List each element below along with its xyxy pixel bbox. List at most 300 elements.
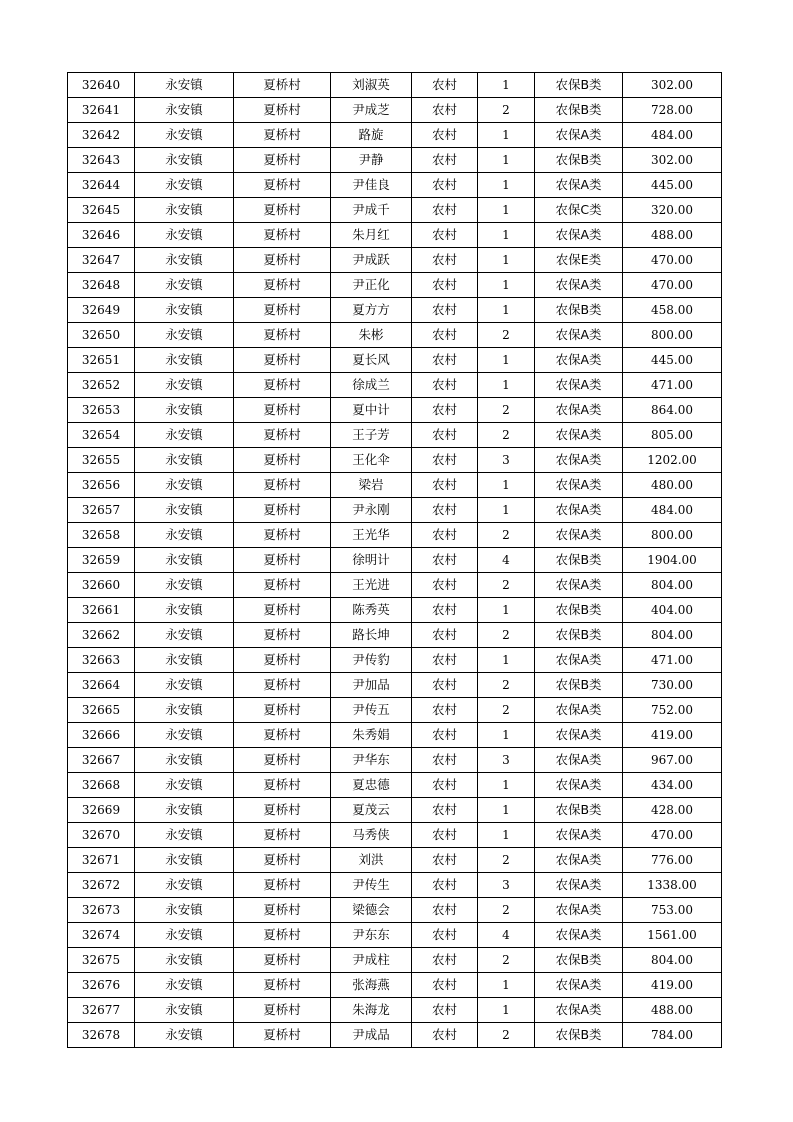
cell-amount: 784.00 — [623, 1023, 722, 1048]
table-row — [68, 298, 722, 323]
cell-insurance-category: 农保A类 — [535, 848, 623, 873]
table-row — [68, 798, 722, 823]
table-row — [68, 348, 722, 373]
cell-household-count: 2 — [478, 398, 535, 423]
cell-village: 夏桥村 — [234, 73, 331, 98]
table-row — [68, 573, 722, 598]
cell-village: 夏桥村 — [234, 898, 331, 923]
cell-name: 刘洪 — [331, 848, 412, 873]
cell-name: 尹东东 — [331, 923, 412, 948]
cell-name: 朱月红 — [331, 223, 412, 248]
cell-village: 夏桥村 — [234, 948, 331, 973]
cell-insurance-category: 农保B类 — [535, 98, 623, 123]
table-body — [68, 73, 722, 1048]
cell-area-type: 农村 — [412, 548, 478, 573]
table-row — [68, 448, 722, 473]
cell-household-count: 3 — [478, 748, 535, 773]
cell-name: 朱彬 — [331, 323, 412, 348]
cell-village: 夏桥村 — [234, 148, 331, 173]
table-row — [68, 1023, 722, 1048]
cell-insurance-category: 农保B类 — [535, 798, 623, 823]
cell-row-id: 32655 — [68, 448, 135, 473]
cell-village: 夏桥村 — [234, 273, 331, 298]
cell-name: 尹静 — [331, 148, 412, 173]
cell-insurance-category: 农保A类 — [535, 523, 623, 548]
cell-village: 夏桥村 — [234, 523, 331, 548]
cell-insurance-category: 农保A类 — [535, 773, 623, 798]
cell-village: 夏桥村 — [234, 448, 331, 473]
cell-household-count: 1 — [478, 298, 535, 323]
cell-area-type: 农村 — [412, 523, 478, 548]
cell-village: 夏桥村 — [234, 498, 331, 523]
cell-amount: 445.00 — [623, 173, 722, 198]
cell-household-count: 2 — [478, 523, 535, 548]
cell-insurance-category: 农保A类 — [535, 473, 623, 498]
cell-insurance-category: 农保A类 — [535, 823, 623, 848]
cell-row-id: 32674 — [68, 923, 135, 948]
cell-name: 夏茂云 — [331, 798, 412, 823]
cell-insurance-category: 农保B类 — [535, 298, 623, 323]
cell-row-id: 32666 — [68, 723, 135, 748]
cell-insurance-category: 农保B类 — [535, 948, 623, 973]
cell-row-id: 32677 — [68, 998, 135, 1023]
cell-area-type: 农村 — [412, 998, 478, 1023]
cell-name: 尹成品 — [331, 1023, 412, 1048]
cell-area-type: 农村 — [412, 623, 478, 648]
cell-insurance-category: 农保B类 — [535, 548, 623, 573]
cell-household-count: 1 — [478, 73, 535, 98]
cell-insurance-category: 农保A类 — [535, 923, 623, 948]
cell-area-type: 农村 — [412, 573, 478, 598]
table-row — [68, 898, 722, 923]
cell-town: 永安镇 — [135, 148, 234, 173]
cell-insurance-category: 农保A类 — [535, 448, 623, 473]
table-row — [68, 248, 722, 273]
cell-amount: 445.00 — [623, 348, 722, 373]
cell-area-type: 农村 — [412, 173, 478, 198]
table-row — [68, 423, 722, 448]
cell-village: 夏桥村 — [234, 173, 331, 198]
cell-insurance-category: 农保A类 — [535, 323, 623, 348]
cell-row-id: 32642 — [68, 123, 135, 148]
cell-household-count: 1 — [478, 173, 535, 198]
table-row — [68, 323, 722, 348]
cell-village: 夏桥村 — [234, 798, 331, 823]
cell-town: 永安镇 — [135, 723, 234, 748]
cell-amount: 484.00 — [623, 498, 722, 523]
cell-village: 夏桥村 — [234, 673, 331, 698]
cell-row-id: 32652 — [68, 373, 135, 398]
table-row — [68, 948, 722, 973]
cell-amount: 804.00 — [623, 573, 722, 598]
cell-area-type: 农村 — [412, 948, 478, 973]
cell-household-count: 1 — [478, 723, 535, 748]
cell-amount: 302.00 — [623, 73, 722, 98]
cell-town: 永安镇 — [135, 873, 234, 898]
cell-area-type: 农村 — [412, 973, 478, 998]
cell-household-count: 2 — [478, 323, 535, 348]
cell-area-type: 农村 — [412, 748, 478, 773]
cell-town: 永安镇 — [135, 98, 234, 123]
cell-row-id: 32651 — [68, 348, 135, 373]
cell-town: 永安镇 — [135, 248, 234, 273]
cell-insurance-category: 农保A类 — [535, 398, 623, 423]
cell-household-count: 2 — [478, 573, 535, 598]
cell-name: 夏中计 — [331, 398, 412, 423]
cell-name: 夏忠德 — [331, 773, 412, 798]
cell-household-count: 1 — [478, 598, 535, 623]
cell-household-count: 2 — [478, 623, 535, 648]
cell-row-id: 32673 — [68, 898, 135, 923]
cell-name: 尹成芝 — [331, 98, 412, 123]
cell-town: 永安镇 — [135, 373, 234, 398]
cell-insurance-category: 农保A类 — [535, 873, 623, 898]
cell-town: 永安镇 — [135, 1023, 234, 1048]
cell-area-type: 农村 — [412, 448, 478, 473]
table-row — [68, 748, 722, 773]
cell-amount: 1202.00 — [623, 448, 722, 473]
cell-amount: 302.00 — [623, 148, 722, 173]
cell-name: 陈秀英 — [331, 598, 412, 623]
cell-household-count: 1 — [478, 198, 535, 223]
cell-name: 刘淑英 — [331, 73, 412, 98]
cell-area-type: 农村 — [412, 298, 478, 323]
cell-area-type: 农村 — [412, 198, 478, 223]
table-row — [68, 223, 722, 248]
cell-area-type: 农村 — [412, 723, 478, 748]
cell-area-type: 农村 — [412, 1023, 478, 1048]
cell-row-id: 32650 — [68, 323, 135, 348]
cell-area-type: 农村 — [412, 348, 478, 373]
cell-name: 路长坤 — [331, 623, 412, 648]
cell-area-type: 农村 — [412, 923, 478, 948]
cell-row-id: 32645 — [68, 198, 135, 223]
cell-village: 夏桥村 — [234, 823, 331, 848]
cell-insurance-category: 农保A类 — [535, 648, 623, 673]
table-row — [68, 398, 722, 423]
cell-area-type: 农村 — [412, 673, 478, 698]
cell-household-count: 1 — [478, 248, 535, 273]
cell-town: 永安镇 — [135, 573, 234, 598]
cell-town: 永安镇 — [135, 323, 234, 348]
cell-household-count: 2 — [478, 423, 535, 448]
cell-amount: 728.00 — [623, 98, 722, 123]
cell-amount: 967.00 — [623, 748, 722, 773]
table-row — [68, 998, 722, 1023]
data-table — [67, 72, 722, 1048]
table-row — [68, 598, 722, 623]
table-row — [68, 848, 722, 873]
table-row — [68, 148, 722, 173]
cell-row-id: 32641 — [68, 98, 135, 123]
cell-village: 夏桥村 — [234, 198, 331, 223]
cell-amount: 404.00 — [623, 598, 722, 623]
cell-row-id: 32643 — [68, 148, 135, 173]
cell-village: 夏桥村 — [234, 123, 331, 148]
cell-insurance-category: 农保B类 — [535, 623, 623, 648]
cell-amount: 434.00 — [623, 773, 722, 798]
table-row — [68, 173, 722, 198]
cell-name: 王光进 — [331, 573, 412, 598]
cell-town: 永安镇 — [135, 598, 234, 623]
cell-town: 永安镇 — [135, 548, 234, 573]
table-row — [68, 73, 722, 98]
cell-household-count: 2 — [478, 673, 535, 698]
cell-household-count: 2 — [478, 898, 535, 923]
cell-household-count: 3 — [478, 448, 535, 473]
cell-insurance-category: 农保A类 — [535, 223, 623, 248]
cell-village: 夏桥村 — [234, 573, 331, 598]
cell-insurance-category: 农保A类 — [535, 373, 623, 398]
cell-name: 尹传五 — [331, 698, 412, 723]
cell-name: 朱海龙 — [331, 998, 412, 1023]
cell-household-count: 2 — [478, 948, 535, 973]
cell-name: 路旋 — [331, 123, 412, 148]
cell-area-type: 农村 — [412, 873, 478, 898]
cell-town: 永安镇 — [135, 198, 234, 223]
cell-village: 夏桥村 — [234, 323, 331, 348]
cell-village: 夏桥村 — [234, 623, 331, 648]
cell-insurance-category: 农保C类 — [535, 198, 623, 223]
cell-area-type: 农村 — [412, 123, 478, 148]
cell-name: 尹成跃 — [331, 248, 412, 273]
cell-row-id: 32656 — [68, 473, 135, 498]
cell-amount: 800.00 — [623, 323, 722, 348]
cell-row-id: 32663 — [68, 648, 135, 673]
table-row — [68, 98, 722, 123]
cell-name: 尹成千 — [331, 198, 412, 223]
cell-town: 永安镇 — [135, 73, 234, 98]
cell-amount: 470.00 — [623, 823, 722, 848]
cell-area-type: 农村 — [412, 98, 478, 123]
table-row — [68, 648, 722, 673]
cell-amount: 730.00 — [623, 673, 722, 698]
cell-name: 尹华东 — [331, 748, 412, 773]
cell-row-id: 32670 — [68, 823, 135, 848]
cell-name: 尹正化 — [331, 273, 412, 298]
cell-household-count: 1 — [478, 123, 535, 148]
cell-village: 夏桥村 — [234, 473, 331, 498]
cell-household-count: 2 — [478, 1023, 535, 1048]
cell-household-count: 1 — [478, 273, 535, 298]
cell-name: 梁岩 — [331, 473, 412, 498]
cell-area-type: 农村 — [412, 798, 478, 823]
cell-name: 张海燕 — [331, 973, 412, 998]
cell-village: 夏桥村 — [234, 423, 331, 448]
cell-row-id: 32675 — [68, 948, 135, 973]
cell-row-id: 32667 — [68, 748, 135, 773]
cell-row-id: 32658 — [68, 523, 135, 548]
table-row — [68, 623, 722, 648]
cell-household-count: 1 — [478, 348, 535, 373]
cell-name: 尹传豹 — [331, 648, 412, 673]
table-row — [68, 673, 722, 698]
cell-town: 永安镇 — [135, 998, 234, 1023]
cell-household-count: 1 — [478, 148, 535, 173]
cell-row-id: 32644 — [68, 173, 135, 198]
cell-town: 永安镇 — [135, 973, 234, 998]
cell-amount: 488.00 — [623, 998, 722, 1023]
cell-village: 夏桥村 — [234, 248, 331, 273]
cell-row-id: 32654 — [68, 423, 135, 448]
cell-name: 尹永刚 — [331, 498, 412, 523]
cell-town: 永安镇 — [135, 673, 234, 698]
cell-amount: 776.00 — [623, 848, 722, 873]
cell-amount: 419.00 — [623, 973, 722, 998]
cell-village: 夏桥村 — [234, 223, 331, 248]
cell-amount: 470.00 — [623, 248, 722, 273]
table-row — [68, 773, 722, 798]
cell-row-id: 32660 — [68, 573, 135, 598]
cell-village: 夏桥村 — [234, 1023, 331, 1048]
cell-name: 尹成柱 — [331, 948, 412, 973]
cell-town: 永安镇 — [135, 648, 234, 673]
cell-row-id: 32661 — [68, 598, 135, 623]
cell-village: 夏桥村 — [234, 973, 331, 998]
cell-amount: 488.00 — [623, 223, 722, 248]
cell-town: 永安镇 — [135, 473, 234, 498]
cell-amount: 480.00 — [623, 473, 722, 498]
cell-village: 夏桥村 — [234, 648, 331, 673]
cell-row-id: 32676 — [68, 973, 135, 998]
cell-insurance-category: 农保A类 — [535, 123, 623, 148]
cell-town: 永安镇 — [135, 623, 234, 648]
table-row — [68, 498, 722, 523]
table-row — [68, 973, 722, 998]
cell-row-id: 32672 — [68, 873, 135, 898]
cell-insurance-category: 农保A类 — [535, 898, 623, 923]
cell-household-count: 3 — [478, 873, 535, 898]
cell-amount: 1561.00 — [623, 923, 722, 948]
cell-town: 永安镇 — [135, 398, 234, 423]
cell-amount: 864.00 — [623, 398, 722, 423]
cell-insurance-category: 农保A类 — [535, 698, 623, 723]
cell-row-id: 32662 — [68, 623, 135, 648]
cell-household-count: 1 — [478, 223, 535, 248]
cell-insurance-category: 农保A类 — [535, 973, 623, 998]
table-row — [68, 548, 722, 573]
cell-insurance-category: 农保A类 — [535, 273, 623, 298]
cell-insurance-category: 农保A类 — [535, 998, 623, 1023]
cell-town: 永安镇 — [135, 523, 234, 548]
table-row — [68, 373, 722, 398]
table-row — [68, 123, 722, 148]
cell-row-id: 32669 — [68, 798, 135, 823]
cell-name: 夏长风 — [331, 348, 412, 373]
cell-area-type: 农村 — [412, 373, 478, 398]
cell-household-count: 1 — [478, 648, 535, 673]
cell-row-id: 32659 — [68, 548, 135, 573]
cell-amount: 752.00 — [623, 698, 722, 723]
cell-village: 夏桥村 — [234, 373, 331, 398]
cell-town: 永安镇 — [135, 848, 234, 873]
cell-row-id: 32664 — [68, 673, 135, 698]
cell-area-type: 农村 — [412, 698, 478, 723]
cell-area-type: 农村 — [412, 323, 478, 348]
table-row — [68, 923, 722, 948]
cell-row-id: 32653 — [68, 398, 135, 423]
cell-area-type: 农村 — [412, 73, 478, 98]
cell-town: 永安镇 — [135, 948, 234, 973]
cell-area-type: 农村 — [412, 223, 478, 248]
cell-town: 永安镇 — [135, 748, 234, 773]
table-row — [68, 273, 722, 298]
cell-household-count: 2 — [478, 698, 535, 723]
cell-insurance-category: 农保A类 — [535, 423, 623, 448]
cell-area-type: 农村 — [412, 598, 478, 623]
cell-amount: 470.00 — [623, 273, 722, 298]
cell-village: 夏桥村 — [234, 848, 331, 873]
cell-row-id: 32646 — [68, 223, 135, 248]
table-row — [68, 823, 722, 848]
cell-name: 尹佳良 — [331, 173, 412, 198]
cell-town: 永安镇 — [135, 898, 234, 923]
cell-insurance-category: 农保B类 — [535, 73, 623, 98]
cell-household-count: 4 — [478, 923, 535, 948]
cell-village: 夏桥村 — [234, 98, 331, 123]
cell-household-count: 1 — [478, 998, 535, 1023]
cell-amount: 484.00 — [623, 123, 722, 148]
cell-insurance-category: 农保A类 — [535, 723, 623, 748]
cell-town: 永安镇 — [135, 698, 234, 723]
cell-amount: 428.00 — [623, 798, 722, 823]
cell-household-count: 1 — [478, 373, 535, 398]
cell-name: 尹加品 — [331, 673, 412, 698]
cell-town: 永安镇 — [135, 123, 234, 148]
cell-name: 王光华 — [331, 523, 412, 548]
cell-insurance-category: 农保B类 — [535, 598, 623, 623]
cell-amount: 320.00 — [623, 198, 722, 223]
cell-town: 永安镇 — [135, 773, 234, 798]
cell-area-type: 农村 — [412, 273, 478, 298]
cell-village: 夏桥村 — [234, 398, 331, 423]
cell-name: 王子芳 — [331, 423, 412, 448]
cell-insurance-category: 农保A类 — [535, 173, 623, 198]
cell-row-id: 32668 — [68, 773, 135, 798]
cell-row-id: 32648 — [68, 273, 135, 298]
cell-household-count: 1 — [478, 773, 535, 798]
cell-name: 徐成兰 — [331, 373, 412, 398]
cell-village: 夏桥村 — [234, 748, 331, 773]
cell-amount: 419.00 — [623, 723, 722, 748]
cell-household-count: 1 — [478, 473, 535, 498]
table-row — [68, 698, 722, 723]
cell-name: 梁德会 — [331, 898, 412, 923]
cell-area-type: 农村 — [412, 473, 478, 498]
cell-amount: 1338.00 — [623, 873, 722, 898]
table-row — [68, 198, 722, 223]
cell-household-count: 2 — [478, 848, 535, 873]
cell-household-count: 1 — [478, 498, 535, 523]
table-row — [68, 523, 722, 548]
cell-town: 永安镇 — [135, 273, 234, 298]
table-row — [68, 873, 722, 898]
cell-insurance-category: 农保B类 — [535, 1023, 623, 1048]
cell-area-type: 农村 — [412, 823, 478, 848]
cell-name: 朱秀娟 — [331, 723, 412, 748]
cell-town: 永安镇 — [135, 448, 234, 473]
cell-town: 永安镇 — [135, 923, 234, 948]
cell-amount: 753.00 — [623, 898, 722, 923]
table-row — [68, 723, 722, 748]
cell-town: 永安镇 — [135, 498, 234, 523]
cell-town: 永安镇 — [135, 423, 234, 448]
cell-village: 夏桥村 — [234, 698, 331, 723]
cell-insurance-category: 农保E类 — [535, 248, 623, 273]
cell-insurance-category: 农保A类 — [535, 748, 623, 773]
cell-area-type: 农村 — [412, 148, 478, 173]
cell-amount: 800.00 — [623, 523, 722, 548]
